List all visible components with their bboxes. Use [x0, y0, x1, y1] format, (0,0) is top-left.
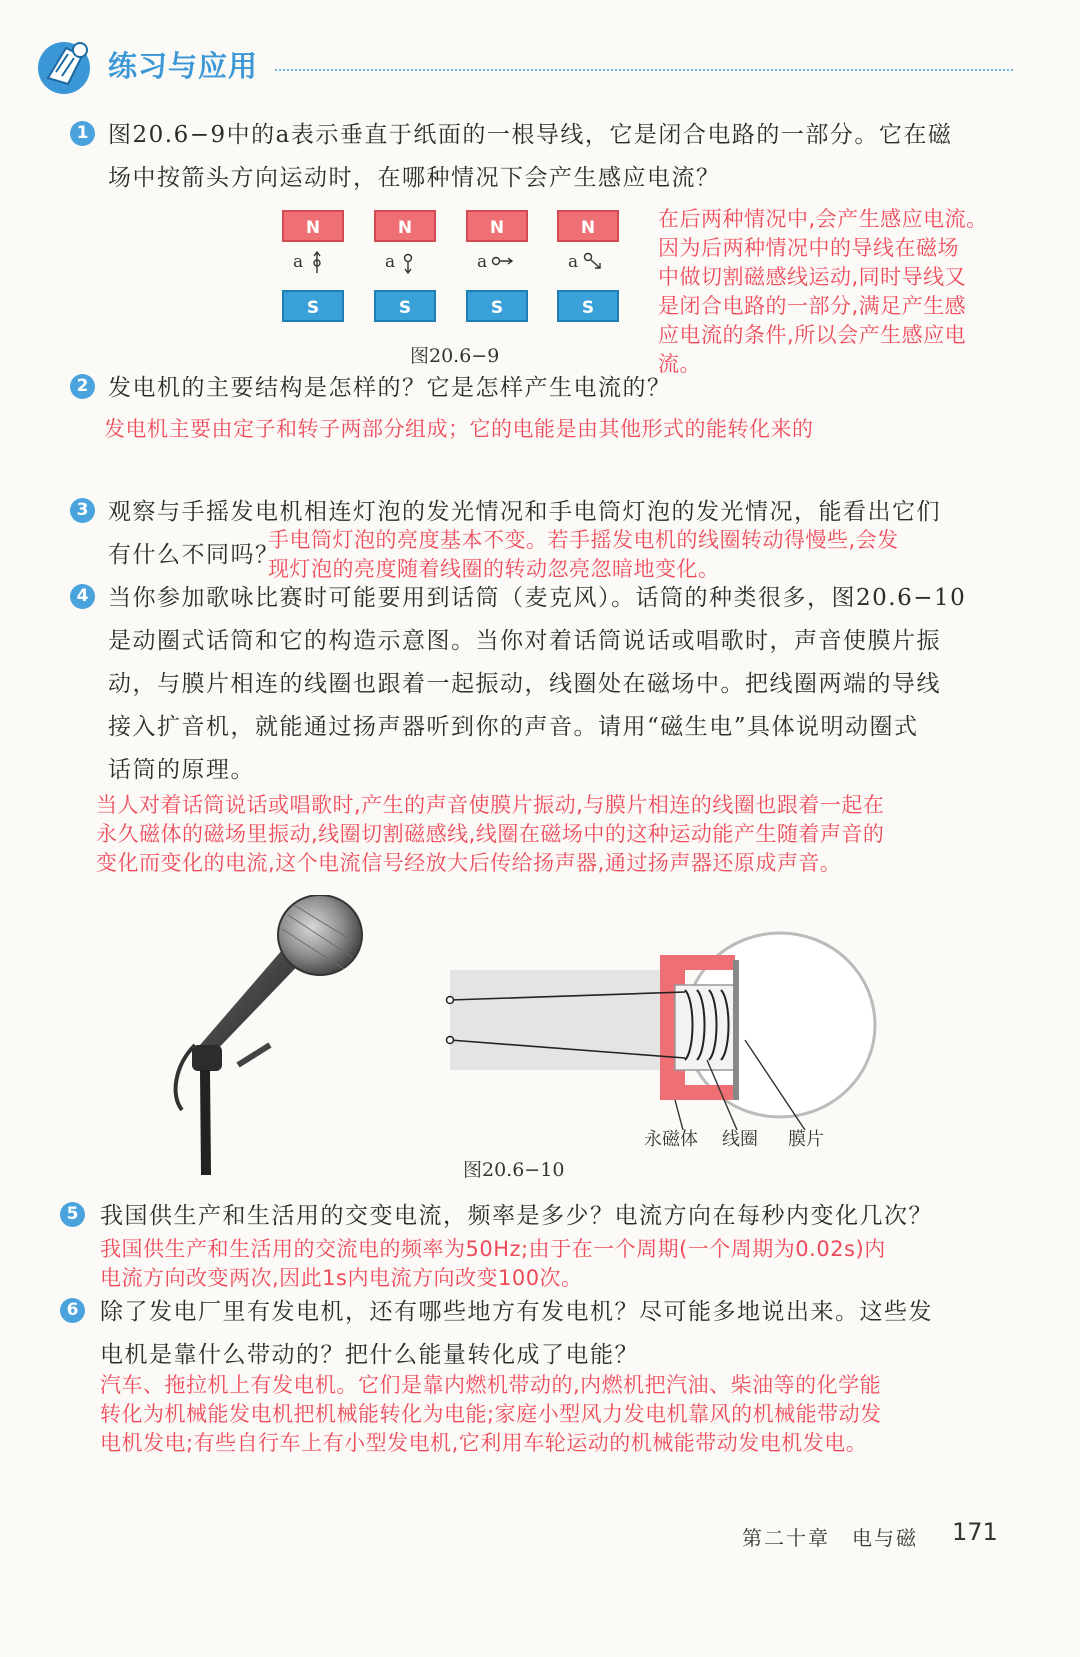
north-magnet-2: N — [374, 210, 436, 242]
question-number-4: 4 — [70, 584, 95, 609]
arrow-down-icon — [400, 250, 416, 276]
answer-1-line-5: 应电流的条件,所以会产生感应电 — [658, 323, 967, 347]
question-1-line-2: 场中按箭头方向运动时，在哪种情况下会产生感应电流？ — [108, 165, 721, 191]
label-diaphragm: 膜片 — [788, 1129, 824, 1150]
question-4-line-3: 动，与膜片相连的线圈也跟着一起振动，线圈处在磁场中。把线圈两端的导线 — [108, 671, 941, 697]
arrow-right-icon — [491, 253, 515, 269]
question-6-line-1: 除了发电厂里有发电机，还有哪些地方有发电机？尽可能多地说出来。这些发 — [100, 1299, 933, 1325]
arrow-diagonal-icon — [582, 250, 604, 272]
answer-2-line-1: 发电机主要由定子和转子两部分组成；它的电能是由其他形式的能转化来的 — [104, 417, 814, 441]
question-4-line-5: 话筒的原理。 — [108, 757, 255, 783]
answer-4-line-3: 变化而变化的电流,这个电流信号经放大后传给扬声器,通过扬声器还原成声音。 — [96, 851, 842, 875]
question-6-line-2: 电机是靠什么带动的？把什么能量转化成了电能？ — [100, 1342, 639, 1368]
chapter-label: 第二十章 电与磁 — [742, 1526, 918, 1550]
section-title: 练习与应用 — [108, 49, 259, 83]
arrow-up-down-icon — [309, 250, 325, 276]
south-magnet-3: S — [466, 290, 528, 322]
answer-1-line-2: 因为后两种情况中的导线在磁场 — [658, 236, 959, 260]
wire-label-3: a — [477, 252, 488, 272]
answer-5-line-2: 电流方向改变两次,因此1s内电流方向改变100次。 — [100, 1266, 583, 1290]
answer-1-line-4: 是闭合电路的一部分,满足产生感 — [658, 294, 967, 318]
north-magnet-4: N — [557, 210, 619, 242]
question-number-6: 6 — [60, 1298, 85, 1323]
question-3-line-2: 有什么不同吗？ — [108, 542, 280, 568]
microphone-diagram — [445, 930, 880, 1130]
wire-label-2: a — [385, 252, 396, 272]
answer-1-line-6: 流。 — [658, 352, 701, 376]
question-4-line-2: 是动圈式话筒和它的构造示意图。当你对着话筒说话或唱歌时，声音使膜片振 — [108, 628, 941, 654]
answer-1-line-3: 中做切割磁感线运动,同时导线又 — [658, 265, 967, 289]
south-magnet-1: S — [282, 290, 344, 322]
wire-label-4: a — [568, 252, 579, 272]
answer-1-line-1: 在后两种情况中,会产生感应电流。 — [658, 207, 988, 231]
answer-3-line-2: 现灯泡的亮度随着线圈的转动忽亮忽暗地变化。 — [268, 557, 720, 581]
north-magnet-1: N — [282, 210, 344, 242]
figure-20-6-10-caption: 图20.6−10 — [463, 1159, 565, 1181]
label-coil: 线圈 — [722, 1129, 758, 1150]
north-magnet-3: N — [466, 210, 528, 242]
question-5-line-1: 我国供生产和生活用的交变电流，频率是多少？电流方向在每秒内变化几次？ — [100, 1203, 933, 1229]
question-number-3: 3 — [70, 498, 95, 523]
header-divider — [275, 69, 1013, 71]
answer-6-line-3: 电机发电;有些自行车上有小型发电机,它利用车轮运动的机械能带动发电机发电。 — [100, 1431, 868, 1455]
south-magnet-2: S — [374, 290, 436, 322]
question-number-2: 2 — [70, 374, 95, 399]
answer-4-line-2: 永久磁体的磁场里振动,线圈切割磁感线,线圈在磁场中的这种运动能产生随着声音的 — [96, 822, 885, 846]
answer-3-line-1: 手电筒灯泡的亮度基本不变。若手摇发电机的线圈转动得慢些,会发 — [268, 528, 899, 552]
figure-20-6-9-caption: 图20.6−9 — [410, 345, 500, 367]
south-magnet-4: S — [557, 290, 619, 322]
microphone-photo — [170, 895, 370, 1175]
page-number: 171 — [952, 1518, 998, 1546]
question-4-line-4: 接入扩音机，就能通过扬声器听到你的声音。请用“磁生电”具体说明动圈式 — [108, 714, 919, 740]
question-4-line-1: 当你参加歌咏比赛时可能要用到话筒（麦克风）。话筒的种类很多，图20.6−10 — [108, 585, 967, 611]
answer-6-line-1: 汽车、拖拉机上有发电机。它们是靠内燃机带动的,内燃机把汽油、柴油等的化学能 — [100, 1373, 882, 1397]
exercise-icon — [34, 34, 98, 98]
question-number-5: 5 — [60, 1202, 85, 1227]
answer-5-line-1: 我国供生产和生活用的交流电的频率为50Hz;由于在一个周期(一个周期为0.02s)内 — [100, 1237, 886, 1261]
question-1-line-1: 图20.6−9中的a表示垂直于纸面的一根导线，它是闭合电路的一部分。它在磁 — [108, 122, 953, 148]
answer-4-line-1: 当人对着话筒说话或唱歌时,产生的声音使膜片振动,与膜片相连的线圈也跟着一起在 — [96, 793, 885, 817]
question-2-line-1: 发电机的主要结构是怎样的？它是怎样产生电流的？ — [108, 375, 672, 401]
question-3-line-1: 观察与手摇发电机相连灯泡的发光情况和手电筒灯泡的发光情况，能看出它们 — [108, 499, 941, 525]
question-number-1: 1 — [70, 121, 95, 146]
answer-6-line-2: 转化为机械能发电机把机械能转化为电能;家庭小型风力发电机靠风的机械能带动发 — [100, 1402, 882, 1426]
label-permanent-magnet: 永磁体 — [644, 1129, 698, 1150]
wire-label-1: a — [293, 252, 304, 272]
